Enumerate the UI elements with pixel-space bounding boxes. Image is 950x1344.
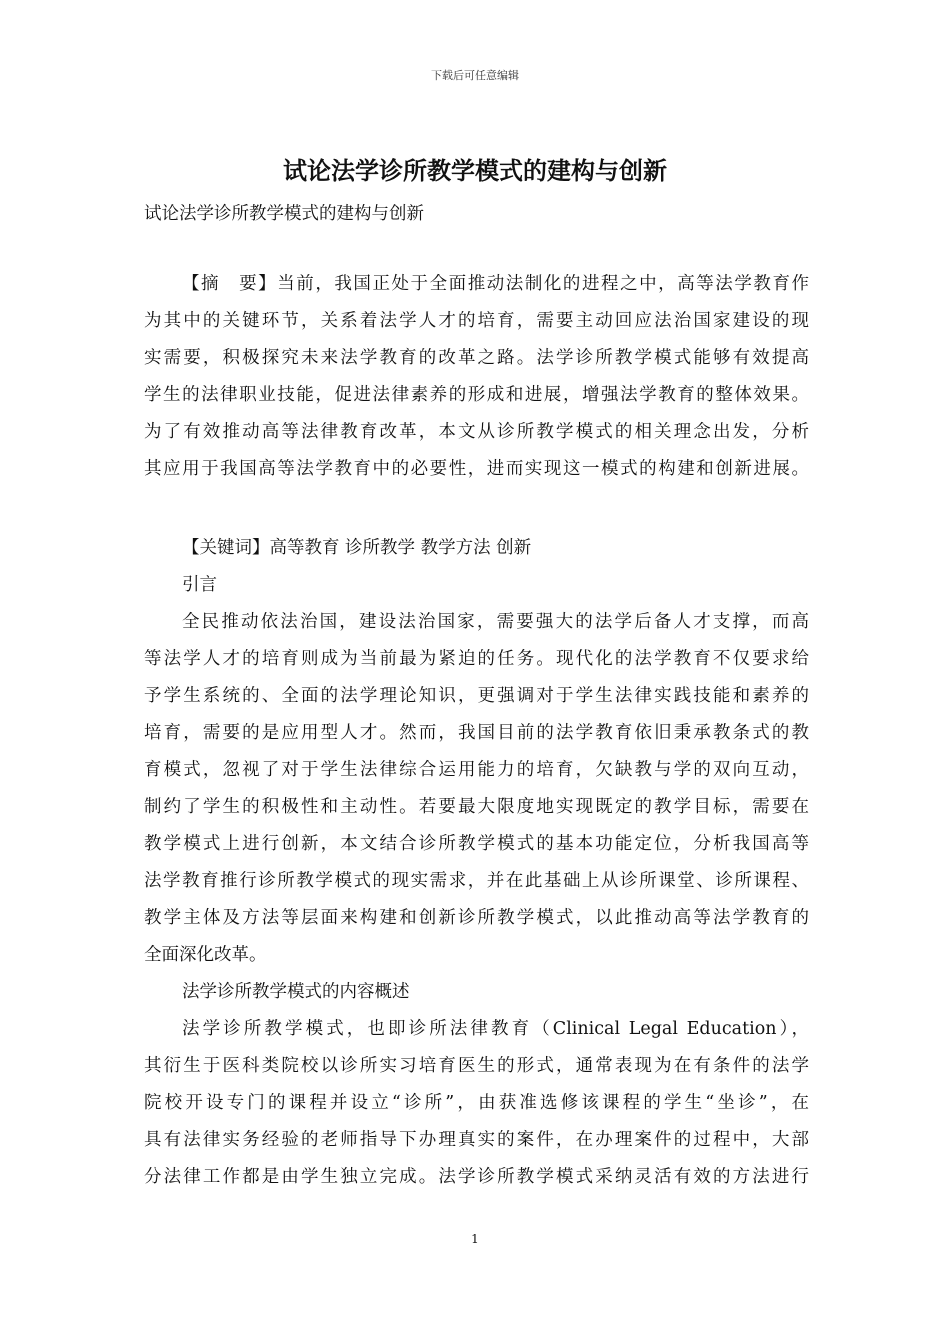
intro-heading: 引言 <box>182 575 217 595</box>
intro-line: 等法学人才的培育则成为当前最为紧迫的任务。现代化的法学教育不仅要求给 <box>144 649 809 669</box>
page-number: 1 <box>471 1232 479 1246</box>
intro-line: 育模式，忽视了对于学生法律综合运用能力的培育，欠缺教与学的双向互动， <box>144 760 809 780</box>
intro-line: 全面深化改革。 <box>144 945 267 965</box>
subtitle-line: 试论法学诊所教学模式的建构与创新 <box>144 204 424 224</box>
section-line: 具有法律实务经验的老师指导下办理真实的案件，在办理案件的过程中，大部 <box>144 1130 809 1150</box>
abstract-line: 【摘 要】当前，我国正处于全面推动法制化的进程之中，高等法学教育作 <box>182 274 809 294</box>
abstract-line: 为了有效推动高等法律教育改革，本文从诊所教学模式的相关理念出发，分析 <box>144 422 809 442</box>
abstract-line: 其应用于我国高等法学教育中的必要性，进而实现这一模式的构建和创新进展。 <box>144 459 809 479</box>
keywords-line: 【关键词】高等教育 诊所教学 教学方法 创新 <box>182 538 532 558</box>
intro-line: 予学生系统的、全面的法学理论知识，更强调对于学生法律实践技能和素养的 <box>144 686 809 706</box>
section-line: 其衍生于医科类院校以诊所实习培育医生的形式，通常表现为在有条件的法学 <box>144 1056 809 1076</box>
keywords-paragraph <box>144 530 809 567</box>
section-heading: 法学诊所教学模式的内容概述 <box>182 982 410 1002</box>
intro-line: 法学教育推行诊所教学模式的现实需求，并在此基础上从诊所课堂、诊所课程、 <box>144 871 809 891</box>
document-body <box>144 567 809 1196</box>
section-line: 分法律工作都是由学生独立完成。法学诊所教学模式采纳灵活有效的方法进行 <box>144 1167 809 1187</box>
intro-line: 教学主体及方法等层面来构建和创新诊所教学模式，以此推动高等法学教育的 <box>144 908 809 928</box>
section-line: 法学诊所教学模式，也即诊所法律教育（Clinical Legal Education）， <box>182 1019 809 1039</box>
abstract-line: 学生的法律职业技能，促进法律素养的形成和进展，增强法学教育的整体效果。 <box>144 385 809 405</box>
document-subtitle <box>144 196 809 233</box>
intro-line: 培育，需要的是应用型人才。然而，我国目前的法学教育依旧秉承教条式的教 <box>144 723 809 743</box>
abstract-line: 实需要，积极探究未来法学教育的改革之路。法学诊所教学模式能够有效提高 <box>144 348 809 368</box>
intro-line: 教学模式上进行创新，本文结合诊所教学模式的基本功能定位，分析我国高等 <box>144 834 809 854</box>
page-header-note: 下载后可任意编辑 <box>431 69 519 82</box>
document-title: 试论法学诊所教学模式的建构与创新 <box>283 156 667 185</box>
section-line: 院校开设专门的课程并设立“诊所”，由获准选修该课程的学生“坐诊”，在 <box>144 1093 809 1113</box>
abstract-paragraph <box>144 266 809 488</box>
intro-line: 全民推动依法治国，建设法治国家，需要强大的法学后备人才支撑，而高 <box>182 612 809 632</box>
intro-line: 制约了学生的积极性和主动性。若要最大限度地实现既定的教学目标，需要在 <box>144 797 809 817</box>
abstract-line: 为其中的关键环节，关系着法学人才的培育，需要主动回应法治国家建设的现 <box>144 311 809 331</box>
